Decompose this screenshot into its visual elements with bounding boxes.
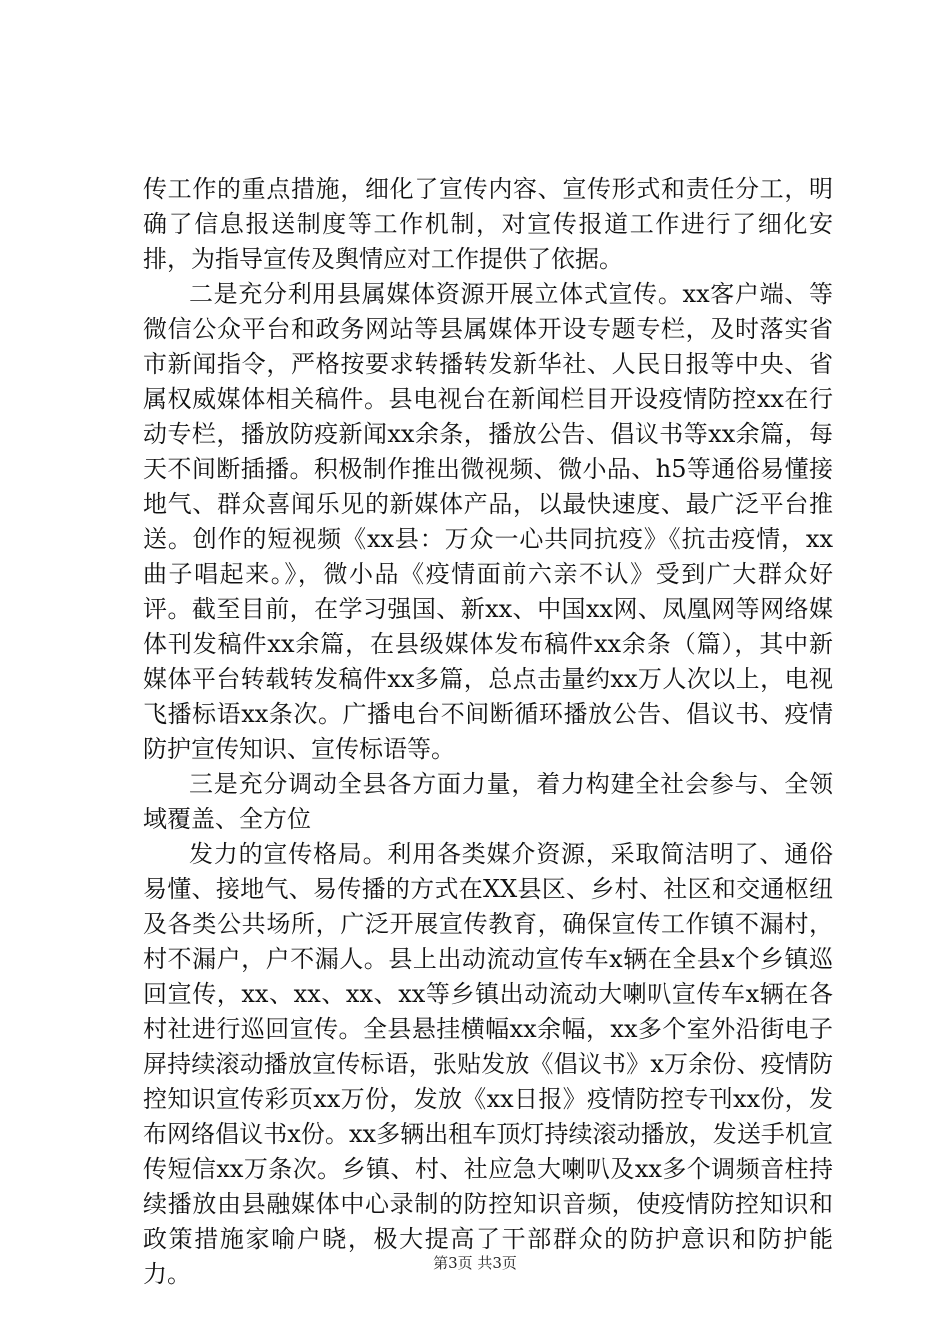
paragraph-publicity-pattern: 发力的宣传格局。利用各类媒介资源，采取简洁明了、通俗易懂、接地气、易传播的方式在XX县区、乡村、社区和交通枢纽及各类公共场所，广泛开展宣传教育，确保宣传工作镇不漏村，村不漏户，户不漏人。县上出动流动宣传车x辆在全县x个乡镇巡回宣传，xx、xx、xx、xx等乡镇出动流动大喇叭宣传车x辆在各村社进行巡回宣传。全县悬挂横幅xx余幅，xx多个室外沿街电子屏持续滚动播放宣传标语，张贴发放《倡议书》x万余份、疫情防控知识宣传彩页xx万份，发放《xx日报》疫情防控专刊xx份，发布网络倡议书x份。xx多辆出租车顶灯持续滚动播放，发送手机宣传短信xx万条次。乡镇、村、社应急大喇叭及xx多个调频音柱持续播放由县融媒体中心录制的防控知识音频，使疫情防控知识和政策措施家喻户晓，极大提高了干部群众的防护意识和防护能力。: [143, 840, 833, 1288]
paragraph-continuation: 传工作的重点措施，细化了宣传内容、宣传形式和责任分工，明确了信息报送制度等工作机制，对宣传报道工作进行了细化安排，为指导宣传及舆情应对工作提供了依据。: [143, 175, 833, 273]
paragraph-county-media: 二是充分利用县属媒体资源开展立体式宣传。xx客户端、等微信公众平台和政务网站等县属媒体开设专题专栏，及时落实省市新闻指令，严格按要求转播转发新华社、人民日报等中央、省属权威媒体相关稿件。县电视台在新闻栏目开设疫情防控xx在行动专栏，播放防疫新闻xx余条，播放公告、倡议书等xx余篇，每天不间断插播。积极制作推出微视频、微小品、h5等通俗易懂接地气、群众喜闻乐见的新媒体产品，以最快速度、最广泛平台推送。创作的短视频《xx县：万众一心共同抗疫》《抗击疫情，xx曲子唱起来。》，微小品《疫情面前六亲不认》受到广大群众好评。截至目前，在学习强国、新xx、中国xx网、凤凰网等网络媒体刊发稿件xx余篇，在县级媒体发布稿件xx余条（篇），其中新媒体平台转载转发稿件xx多篇，总点击量约xx万人次以上，电视飞播标语xx条次。广播电台不间断循环播放公告、倡议书、疫情防护宣传知识、宣传标语等。: [143, 280, 833, 763]
page-footer: 第3页 共3页: [433, 1254, 517, 1272]
paragraph-mobilize-forces: 三是充分调动全县各方面力量，着力构建全社会参与、全领域覆盖、全方位: [143, 770, 833, 833]
document-body: [143, 172, 833, 1292]
